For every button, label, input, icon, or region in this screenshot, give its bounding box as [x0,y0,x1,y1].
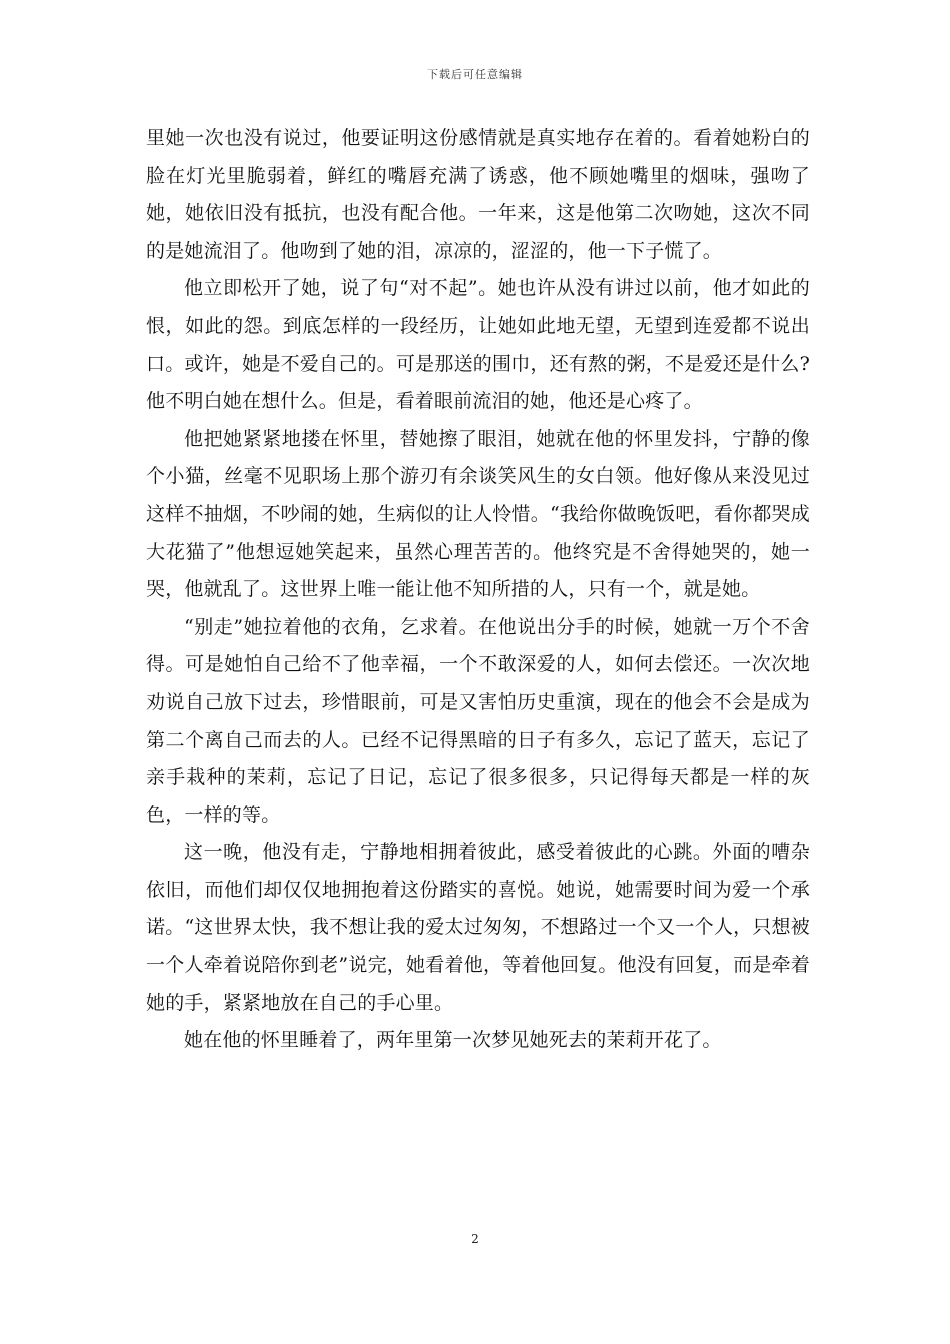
paragraph-3: 他把她紧紧地搂在怀里，替她擦了眼泪，她就在他的怀里发抖，宁静的像个小猫，丝毫不见职场上那个游刃有余谈笑风生的女白领。他好像从来没见过这样不抽烟，不吵闹的她，生病似的让人怜惜。“我给你做晚饭吧，看你都哭成大花猫了”他想逗她笑起来，虽然心理苦苦的。他终究是不舍得她哭的，她一哭，他就乱了。这世界上唯一能让他不知所措的人，只有一个，就是她。 [146,427,810,601]
paragraph-1: 里她一次也没有说过，他要证明这份感情就是真实地存在着的。看着她粉白的脸在灯光里脆弱着，鲜红的嘴唇充满了诱惑，他不顾她嘴里的烟味，强吻了她，她依旧没有抵抗，也没有配合他。一年来，这是他第二次吻她，这次不同的是她流泪了。他吻到了她的泪，凉凉的，涩涩的，他一下子慌了。 [146,127,810,262]
paragraph-6: 她在他的怀里睡着了，两年里第一次梦见她死去的茉莉开花了。 [184,1029,722,1052]
document-body [146,120,810,1060]
paragraph-5: 这一晚，他没有走，宁静地相拥着彼此，感受着彼此的心跳。外面的嘈杂依旧，而他们却仅仅地拥抱着这份踏实的喜悦。她说，她需要时间为爱一个承诺。“这世界太快，我不想让我的爱太过匆匆，不想路过一个又一个人，只想被一个人牵着说陪你到老”说完，她看着他，等着他回复。他没有回复，而是牵着她的手，紧紧地放在自己的手心里。 [146,841,810,1014]
paragraph-2: 他立即松开了她，说了句“对不起”。她也许从没有讲过以前，他才如此的恨，如此的怨。到底怎样的一段经历，让她如此地无望，无望到连爱都不说出口。或许，她是不爱自己的。可是那送的围巾，还有熬的粥，不是爱还是什么?他不明白她在想什么。但是，看着眼前流泪的她，他还是心疼了。 [146,277,810,413]
paragraph-4: “别走”她拉着他的衣角，乞求着。在他说出分手的时候，她就一万个不舍得。可是她怕自己给不了他幸福，一个不敢深爱的人，如何去偿还。一次次地劝说自己放下过去，珍惜眼前，可是又害怕历史重演，现在的他会不会是成为第二个离自己而去的人。已经不记得黑暗的日子有多久，忘记了蓝天，忘记了亲手栽种的茉莉，忘记了日记，忘记了很多很多，只记得每天都是一样的灰色，一样的等。 [146,615,810,826]
page-number: 2 [471,1232,479,1246]
page-header: 下载后可任意编辑 [427,68,523,81]
